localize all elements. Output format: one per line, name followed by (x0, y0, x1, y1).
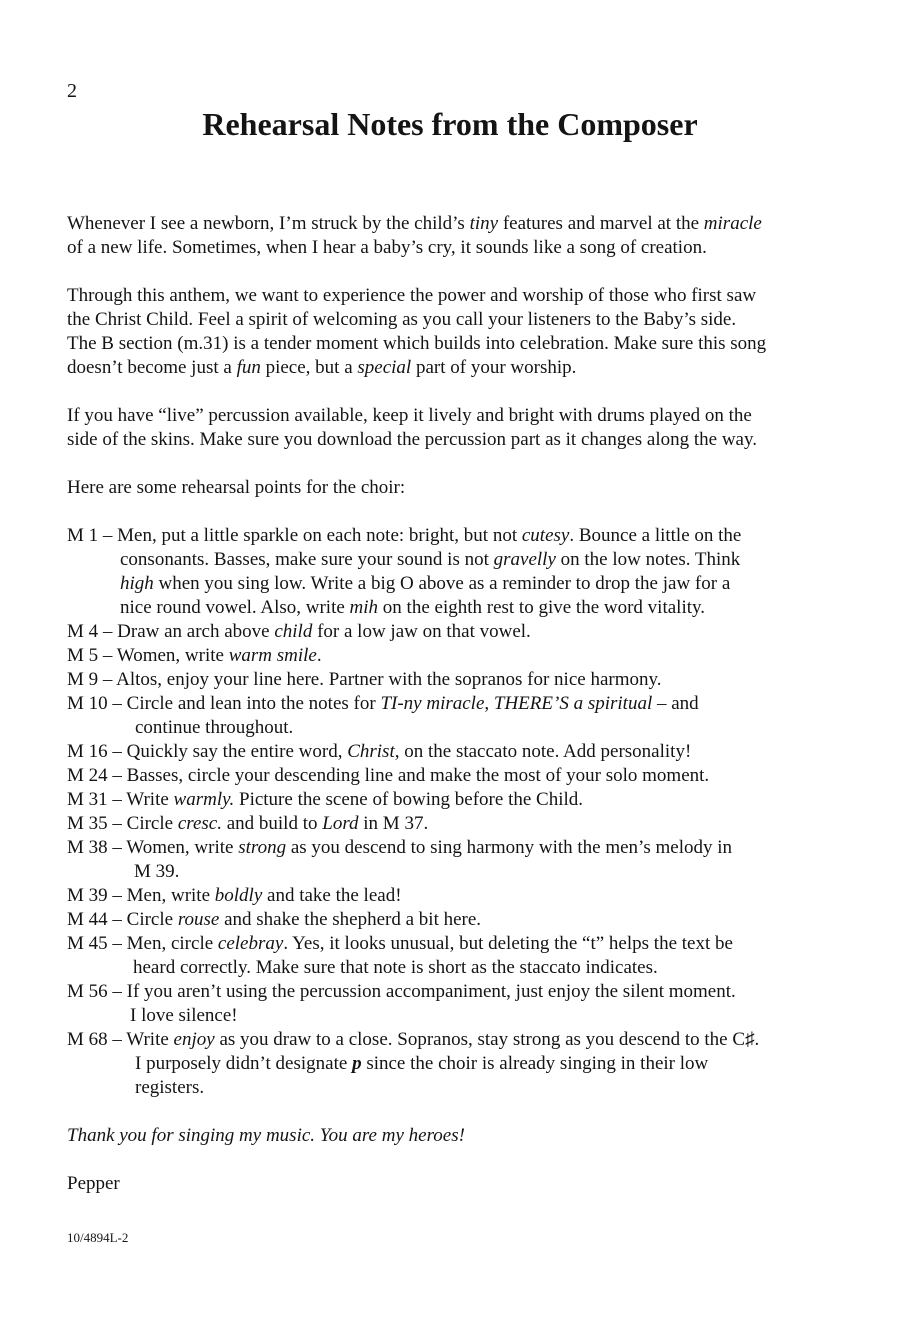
text: M 44 – Circle (67, 909, 178, 930)
text: . Yes, it looks unusual, but deleting the “t” helps the text be (283, 933, 733, 954)
text: on the low notes. Think (555, 549, 741, 570)
text: Whenever I see a newborn, I’m struck by the child’s (67, 213, 470, 234)
note-m5 (67, 644, 857, 668)
note-continuation (67, 572, 857, 596)
page-title: Rehearsal Notes from the Composer (202, 106, 698, 142)
emphasis: gravelly (493, 549, 556, 570)
text: part of your worship. (411, 357, 577, 378)
text: nice round vowel. Also, write (120, 597, 350, 618)
note-m38 (67, 836, 857, 884)
emphasis: special (357, 357, 412, 378)
text: . (316, 645, 322, 666)
note-m24 (67, 764, 857, 788)
text: M 5 – Women, write (67, 645, 229, 666)
emphasis: celebray (217, 933, 284, 954)
note-m35 (67, 812, 857, 836)
text: of a new life. Sometimes, when I hear a baby’s cry, it sounds like a song of creation. (67, 237, 707, 258)
emphasis: cutesy (521, 525, 570, 546)
note-continuation (67, 596, 857, 620)
note-m16 (67, 740, 857, 764)
emphasis: Christ (347, 741, 395, 762)
text: M 31 – Write (67, 789, 174, 810)
emphasis: TI-ny miracle (380, 693, 485, 714)
note-m9 (67, 668, 857, 692)
note-m1 (67, 524, 857, 620)
paragraph-percussion (67, 404, 857, 452)
rehearsal-notes-list (67, 524, 857, 1100)
text: Picture the scene of bowing before the Child. (234, 789, 584, 810)
text: , on the staccato note. Add personality! (394, 741, 692, 762)
closing-line: Thank you for singing my music. You are my heroes! (67, 1125, 465, 1146)
text: and build to (221, 813, 323, 834)
note-continuation: I love silence! (130, 1005, 238, 1026)
text: . Bounce a little on the (569, 525, 742, 546)
text: for a low jaw on that vowel. (312, 621, 531, 642)
text: doesn’t become just a (67, 357, 237, 378)
signature: Pepper (67, 1173, 120, 1194)
page-number: 2 (67, 80, 77, 102)
emphasis: enjoy (173, 1029, 215, 1050)
emphasis: Lord (322, 813, 359, 834)
note-m31 (67, 788, 857, 812)
emphasis: strong (238, 837, 287, 858)
text: as you descend to sing harmony with the men’s melody in (286, 837, 732, 858)
paragraph-anthem (67, 284, 857, 380)
dynamic-marking: p (352, 1053, 362, 1074)
note-m45 (67, 932, 857, 980)
emphasis: fun (236, 357, 261, 378)
text: the Christ Child. Feel a spirit of welcoming as you call your listeners to the Baby’s side. (67, 309, 737, 330)
text: , (484, 693, 494, 714)
text: side of the skins. Make sure you download the percussion part as it changes along the way. (67, 429, 757, 450)
note-m39 (67, 884, 857, 908)
text: – and (652, 693, 699, 714)
note-continuation: continue throughout. (135, 717, 294, 738)
note-m56 (67, 980, 857, 1028)
text: and shake the shepherd a bit here. (219, 909, 482, 930)
text: features and marvel at the (498, 213, 704, 234)
text: I purposely didn’t designate (135, 1053, 353, 1074)
emphasis: mih (349, 597, 379, 618)
emphasis: high (120, 573, 154, 594)
emphasis: tiny (469, 213, 499, 234)
text: M 45 – Men, circle (67, 933, 218, 954)
text: since the choir is already singing in their low (361, 1053, 709, 1074)
text: M 39 – Men, write (67, 885, 215, 906)
emphasis: cresc. (177, 813, 222, 834)
text: as you draw to a close. Sopranos, stay strong as you descend to the C♯. (214, 1029, 760, 1050)
text: If you have “live” percussion available, keep it lively and bright with drums played on the (67, 405, 752, 426)
text: Through this anthem, we want to experience the power and worship of those who first saw (67, 285, 757, 306)
emphasis: THERE’S a spiritual (493, 693, 653, 714)
rehearsal-points-intro: Here are some rehearsal points for the choir: (67, 477, 406, 498)
document-body (67, 212, 857, 1220)
note-continuation: registers. (135, 1077, 205, 1098)
emphasis: boldly (214, 885, 263, 906)
text: M 56 – If you aren’t using the percussion accompaniment, just enjoy the silent moment. (67, 981, 736, 1002)
text: M 38 – Women, write (67, 837, 239, 858)
text: in M 37. (358, 813, 429, 834)
text: consonants. Basses, make sure your sound is not (120, 549, 494, 570)
note-m44 (67, 908, 857, 932)
footer-code: 10/4894L-2 (67, 1230, 129, 1245)
text: M 16 – Quickly say the entire word, (67, 741, 348, 762)
note-continuation: heard correctly. Make sure that note is short as the staccato indicates. (133, 957, 658, 978)
text: M 9 – Altos, enjoy your line here. Partner with the sopranos for nice harmony. (67, 669, 662, 690)
text: on the eighth rest to give the word vitality. (378, 597, 706, 618)
emphasis: warm smile (228, 645, 317, 666)
note-m68 (67, 1028, 857, 1100)
text: M 1 – Men, put a little sparkle on each note: bright, but not (67, 525, 522, 546)
text: M 10 – Circle and lean into the notes for (67, 693, 381, 714)
emphasis: child (274, 621, 313, 642)
note-m4 (67, 620, 857, 644)
emphasis: warmly. (173, 789, 235, 810)
text: The B section (m.31) is a tender moment which builds into celebration. Make sure this song (67, 333, 767, 354)
text: piece, but a (260, 357, 358, 378)
emphasis: miracle (703, 213, 762, 234)
text: and take the lead! (262, 885, 402, 906)
text: M 4 – Draw an arch above (67, 621, 275, 642)
emphasis: rouse (177, 909, 220, 930)
paragraph-intro-newborn (67, 212, 857, 260)
text: M 68 – Write (67, 1029, 174, 1050)
text: M 24 – Basses, circle your descending line and make the most of your solo moment. (67, 765, 710, 786)
note-continuation: M 39. (134, 861, 180, 882)
text: M 35 – Circle (67, 813, 178, 834)
note-continuation (67, 548, 857, 572)
note-continuation (67, 1052, 857, 1076)
note-m10 (67, 692, 857, 740)
text: when you sing low. Write a big O above as a reminder to drop the jaw for a (153, 573, 731, 594)
